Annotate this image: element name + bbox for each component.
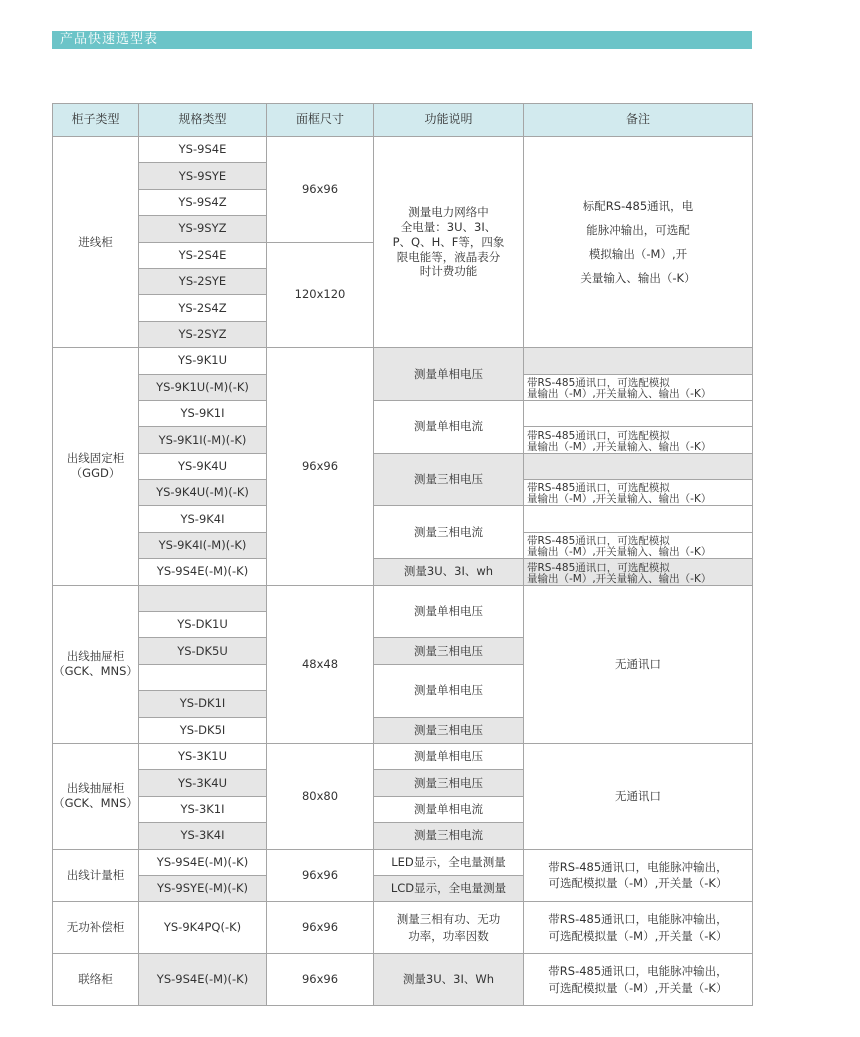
size-cell: 96x96 <box>267 348 374 586</box>
size-cell: 120x120 <box>267 242 374 348</box>
remark-cell: 标配RS-485通讯，电 能脉冲输出，可选配 模拟输出（-M）,开 关量输入、输出（-K） <box>524 137 753 348</box>
col-header-model: 规格类型 <box>139 104 267 137</box>
function-cell: 测量3U、3I、wh <box>374 559 524 585</box>
model-cell: YS-9K4I <box>139 506 267 532</box>
col-header-size: 面框尺寸 <box>267 104 374 137</box>
selection-table <box>52 103 753 1006</box>
function-cell: 测量三相电流 <box>374 506 524 559</box>
table-row <box>53 585 753 611</box>
remark-cell <box>524 453 753 479</box>
function-cell: LCD显示，全电量测量 <box>374 875 524 901</box>
model-cell: YS-3K1U <box>139 743 267 769</box>
size-cell: 80x80 <box>267 743 374 849</box>
model-cell: YS-9S4Z <box>139 189 267 215</box>
function-cell: 测量单相电压 <box>374 664 524 717</box>
cabinet-cell: 出线抽屉柜 （GCK、MNS） <box>53 743 139 849</box>
model-cell: YS-DK1U <box>139 612 267 638</box>
cabinet-cell: 无功补偿柜 <box>53 902 139 954</box>
model-cell: YS-9SYE(-M)(-K) <box>139 875 267 901</box>
model-cell: YS-DK5I <box>139 717 267 743</box>
col-header-function: 功能说明 <box>374 104 524 137</box>
table-row <box>53 348 753 374</box>
function-cell: 测量单相电流 <box>374 796 524 822</box>
remark-cell <box>524 348 753 374</box>
remark-cell <box>524 506 753 532</box>
section-title: 产品快速选型表 <box>52 31 752 49</box>
table-row <box>53 954 753 1006</box>
model-cell: YS-9K1U <box>139 348 267 374</box>
size-cell: 96x96 <box>267 849 374 902</box>
model-cell <box>139 585 267 611</box>
function-cell: 测量三相电压 <box>374 770 524 796</box>
function-cell: 测量电力网络中 全电量：3U、3I、 P、Q、H、F等，四象 限电能等，液晶表分 时计费功能 <box>374 137 524 348</box>
remark-cell: 带RS-485通讯口，可选配模拟 量输出（-M）,开关量输入、输出（-K） <box>524 559 753 585</box>
model-cell: YS-9SYZ <box>139 216 267 242</box>
size-cell: 96x96 <box>267 902 374 954</box>
model-cell: YS-3K4U <box>139 770 267 796</box>
function-cell: 测量三相电压 <box>374 717 524 743</box>
cabinet-cell: 出线固定柜 （GGD） <box>53 348 139 586</box>
col-header-cabinet: 柜子类型 <box>53 104 139 137</box>
model-cell: YS-2S4Z <box>139 295 267 321</box>
remark-cell: 带RS-485通讯口，电能脉冲输出， 可选配模拟量（-M）,开关量（-K） <box>524 954 753 1006</box>
model-cell: YS-2SYE <box>139 268 267 294</box>
remark-cell: 带RS-485通讯口，电能脉冲输出， 可选配模拟量（-M）,开关量（-K） <box>524 849 753 902</box>
function-cell: LED显示，全电量测量 <box>374 849 524 875</box>
model-cell: YS-9K4I(-M)(-K) <box>139 532 267 558</box>
size-cell: 48x48 <box>267 585 374 743</box>
remark-cell: 无通讯口 <box>524 743 753 849</box>
remark-cell: 带RS-485通讯口，可选配模拟 量输出（-M）,开关量输入、输出（-K） <box>524 532 753 558</box>
model-cell: YS-9K4PQ(-K) <box>139 902 267 954</box>
function-cell: 测量三相电压 <box>374 453 524 506</box>
function-cell: 测量3U、3I、Wh <box>374 954 524 1006</box>
remark-cell: 无通讯口 <box>524 585 753 743</box>
model-cell: YS-9S4E(-M)(-K) <box>139 849 267 875</box>
model-cell: YS-9K1I(-M)(-K) <box>139 427 267 453</box>
model-cell: YS-3K4I <box>139 823 267 849</box>
model-cell: YS-9S4E(-M)(-K) <box>139 954 267 1006</box>
table-row <box>53 400 753 426</box>
model-cell: YS-9K1I <box>139 400 267 426</box>
remark-cell: 带RS-485通讯口，可选配模拟 量输出（-M）,开关量输入、输出（-K） <box>524 374 753 400</box>
model-cell: YS-DK5U <box>139 638 267 664</box>
table-row <box>53 902 753 954</box>
cabinet-cell: 进线柜 <box>53 137 139 348</box>
function-cell: 测量三相电流 <box>374 823 524 849</box>
size-cell: 96x96 <box>267 137 374 243</box>
cabinet-cell: 出线计量柜 <box>53 849 139 902</box>
table-row <box>53 849 753 875</box>
model-cell: YS-9S4E(-M)(-K) <box>139 559 267 585</box>
model-cell: YS-2S4E <box>139 242 267 268</box>
table-row <box>53 137 753 163</box>
function-cell: 测量单相电压 <box>374 743 524 769</box>
function-cell: 测量三相有功、无功 功率，功率因数 <box>374 902 524 954</box>
table-row <box>53 743 753 769</box>
remark-cell: 带RS-485通讯口，可选配模拟 量输出（-M）,开关量输入、输出（-K） <box>524 480 753 506</box>
remark-cell <box>524 400 753 426</box>
model-cell: YS-3K1I <box>139 796 267 822</box>
model-cell <box>139 664 267 690</box>
model-cell: YS-9K4U <box>139 453 267 479</box>
function-cell: 测量单相电压 <box>374 348 524 401</box>
function-cell: 测量单相电压 <box>374 585 524 638</box>
model-cell: YS-9K4U(-M)(-K) <box>139 480 267 506</box>
table-row <box>53 559 753 585</box>
header-row <box>53 104 753 137</box>
cabinet-cell: 联络柜 <box>53 954 139 1006</box>
table-row <box>53 453 753 479</box>
function-cell: 测量三相电压 <box>374 638 524 664</box>
col-header-remark: 备注 <box>524 104 753 137</box>
model-cell: YS-DK1I <box>139 691 267 717</box>
table-row <box>53 506 753 532</box>
size-cell: 96x96 <box>267 954 374 1006</box>
model-cell: YS-2SYZ <box>139 321 267 347</box>
remark-cell: 带RS-485通讯口，电能脉冲输出， 可选配模拟量（-M）,开关量（-K） <box>524 902 753 954</box>
remark-cell: 带RS-485通讯口，可选配模拟 量输出（-M）,开关量输入、输出（-K） <box>524 427 753 453</box>
function-cell: 测量单相电流 <box>374 400 524 453</box>
model-cell: YS-9S4E <box>139 137 267 163</box>
model-cell: YS-9K1U(-M)(-K) <box>139 374 267 400</box>
model-cell: YS-9SYE <box>139 163 267 189</box>
cabinet-cell: 出线抽屉柜 （GCK、MNS） <box>53 585 139 743</box>
